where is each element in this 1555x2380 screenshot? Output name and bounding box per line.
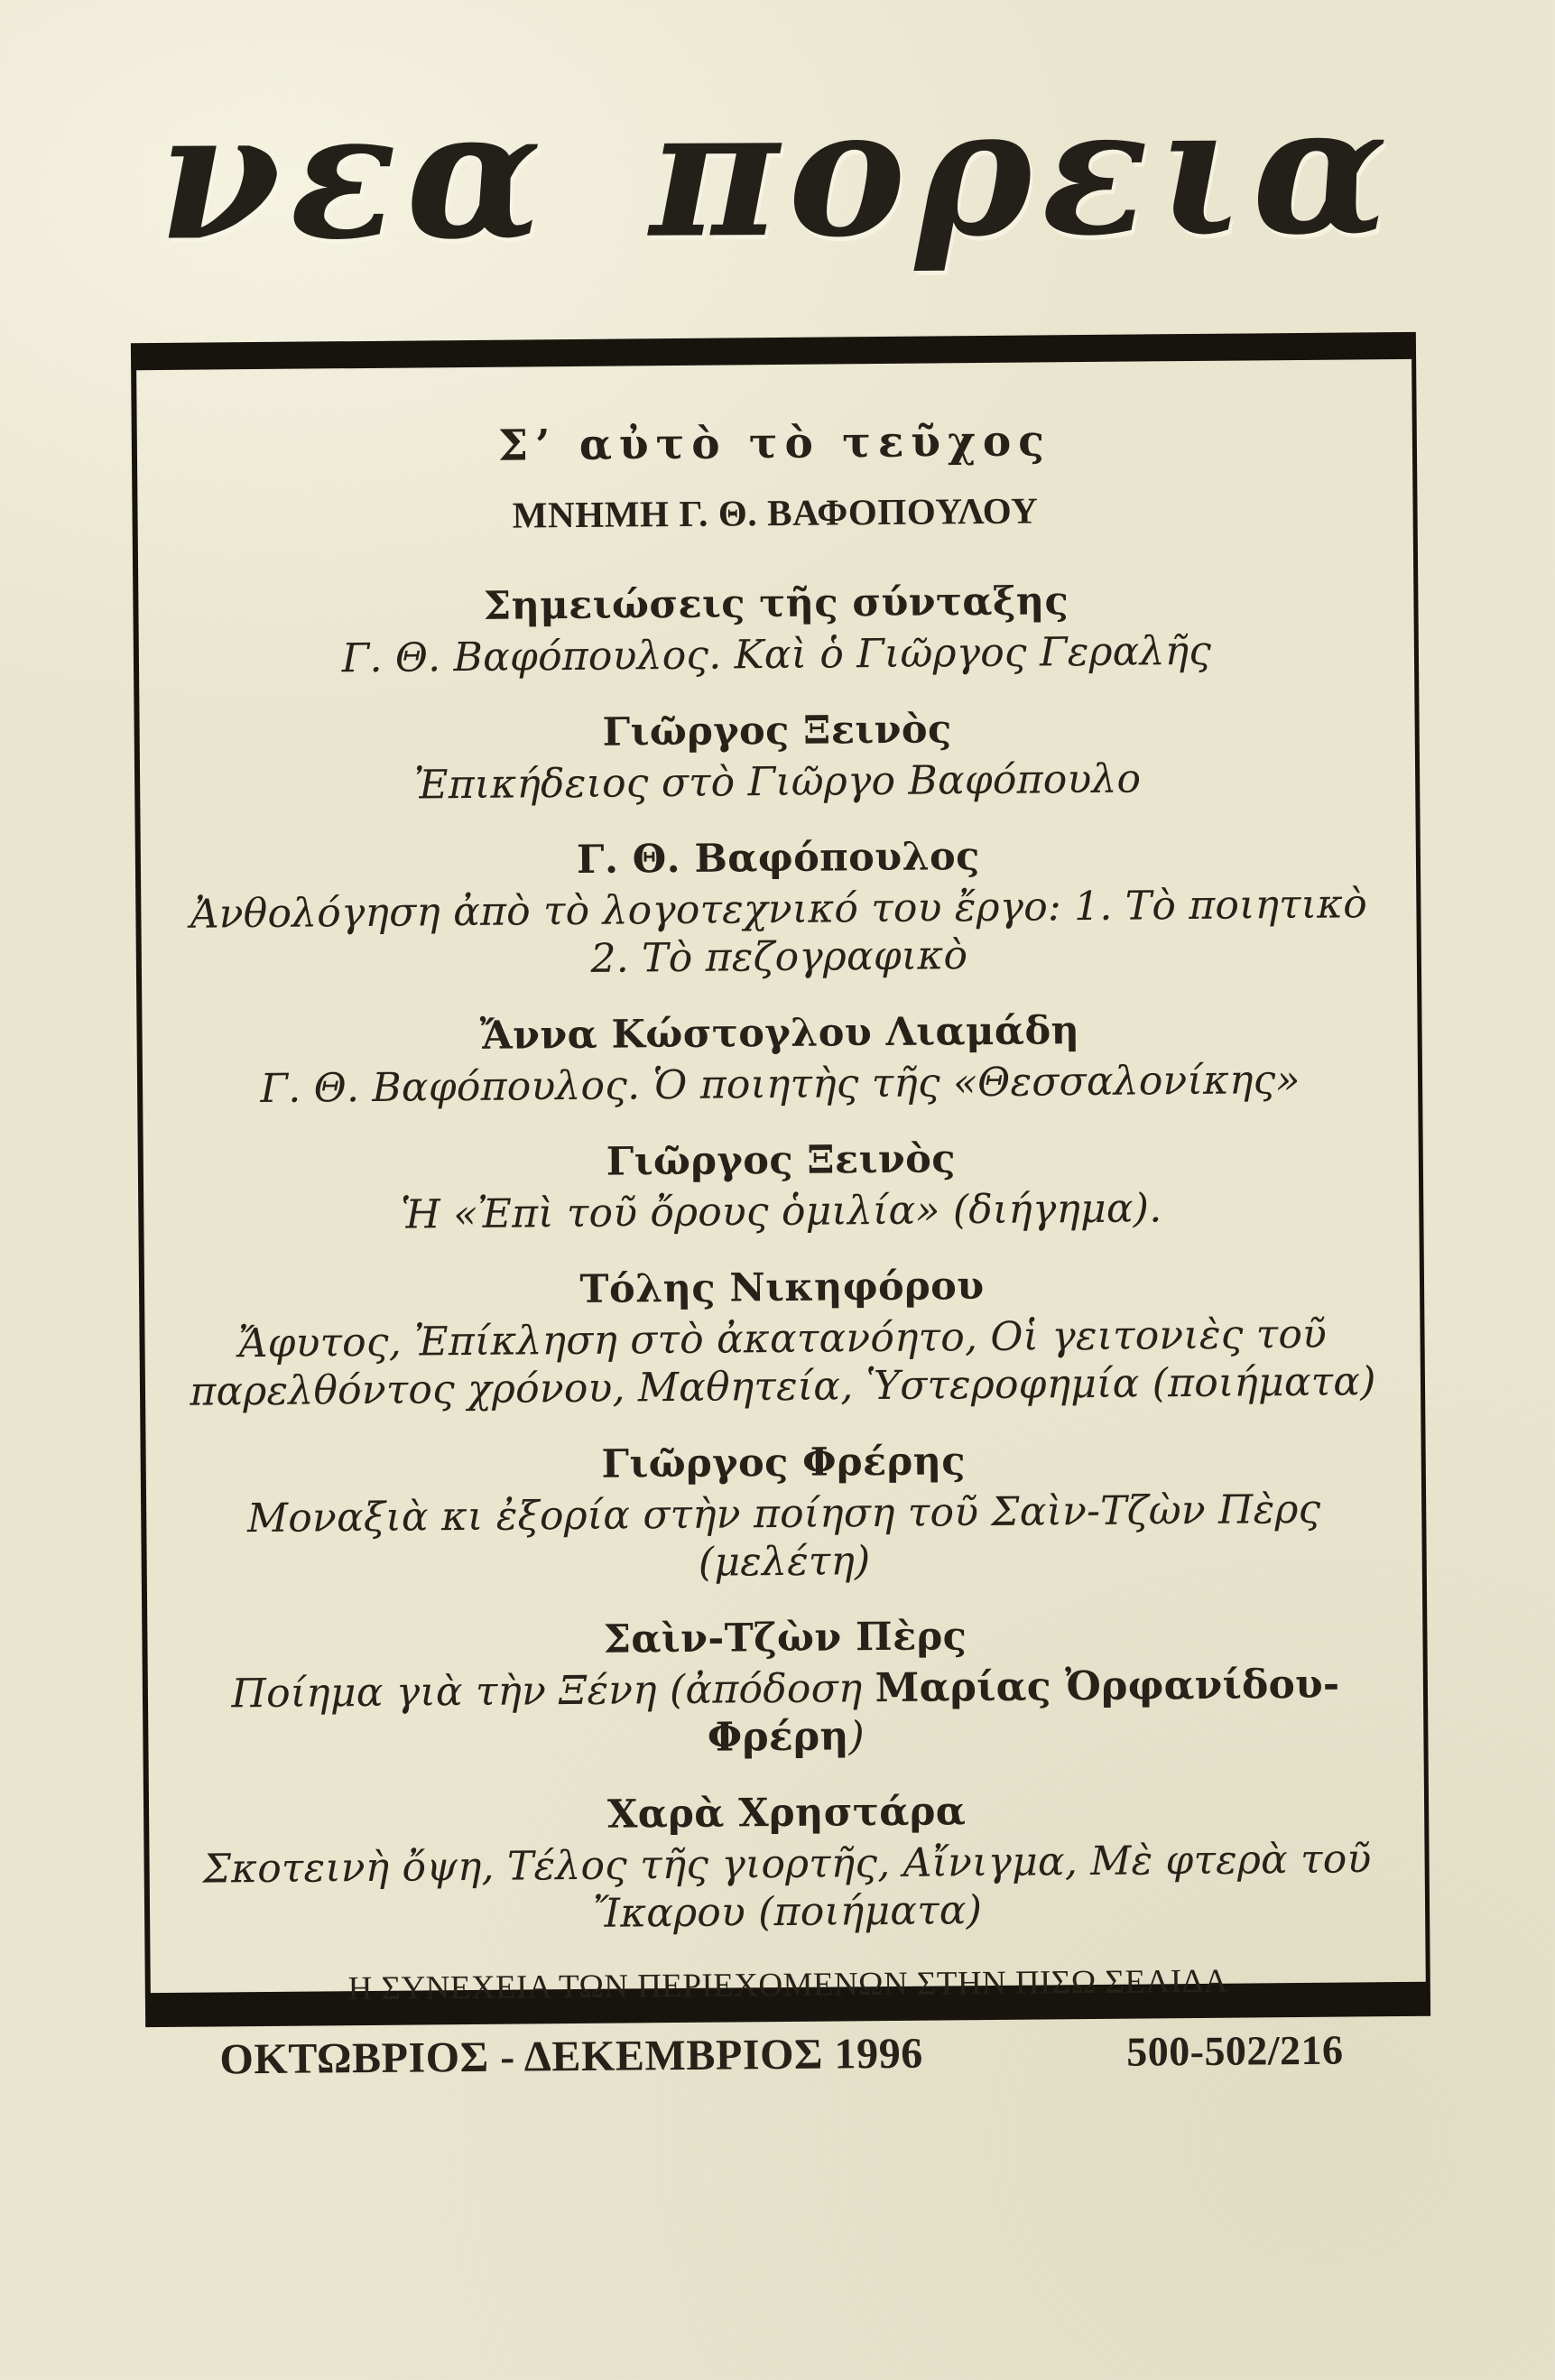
contents-box-inner bbox=[136, 359, 1426, 2084]
contents-box bbox=[131, 332, 1430, 2084]
entry-work bbox=[179, 1660, 1393, 1766]
issue-header: Σ’ αὐτὸ τὸ τεῦχος bbox=[497, 416, 1052, 471]
entry-work: παρελθόντος χρόνου, Μαθητεία, Ὑστεροφημία (ποιήματα) bbox=[190, 1358, 1376, 1415]
magazine-title: νεα πορεια bbox=[157, 66, 1398, 281]
entry-work-suffix: ) bbox=[848, 1713, 865, 1760]
entry-work: Ἴκαρου (ποιήματα) bbox=[592, 1887, 983, 1937]
entry-author: Ἄννα Κώστογλου Λιαμάδη bbox=[479, 1008, 1080, 1059]
issue-line bbox=[181, 2024, 1395, 2085]
toc-entry bbox=[169, 577, 1384, 684]
entry-work-prefix: Ποίημα γιὰ τὴν Ξένη (ἀπόδοση bbox=[231, 1665, 875, 1718]
entry-work: Σκοτεινὴ ὄψη, Τέλος τῆς γιορτῆς, Αἴνιγμα, Μὲ φτερὰ τοῦ bbox=[202, 1836, 1372, 1893]
toc-entry bbox=[174, 1134, 1389, 1241]
translator-name: Μαρίας Ὀρφανίδου-Φρέρη bbox=[707, 1661, 1340, 1761]
issue-period: ΟΚΤΩΒΡΙΟΣ - ΔΕΚΕΜΒΡΙΟΣ 1996 bbox=[219, 2029, 924, 2084]
entry-author: Γιῶργος Ξεινὸς bbox=[606, 1136, 957, 1185]
entry-work: Ἀνθολόγηση ἀπὸ τὸ λογοτεχνικό του ἔργο: 1. Τὸ ποιητικὸ bbox=[190, 881, 1368, 938]
entry-work: Γ. Θ. Βαφόπουλος. Καὶ ὁ Γιῶργος Γεραλῆς bbox=[341, 627, 1212, 682]
issue-number: 500-502/216 bbox=[1126, 2026, 1344, 2075]
entry-work: Ἄφυτος, Ἐπίκληση στὸ ἀκατανόητο, Οἱ γειτονιὲς τοῦ bbox=[237, 1310, 1328, 1367]
entry-author: Σημειώσεις τῆς σύνταξης bbox=[483, 579, 1069, 629]
entry-author: Γ. Θ. Βαφόπουλος bbox=[576, 834, 980, 883]
entry-author: Χαρὰ Χρηστάρα bbox=[606, 1789, 967, 1838]
entry-work: Ἡ «Ἐπὶ τοῦ ὄρους ὁμιλία» (διήγημα). bbox=[400, 1185, 1162, 1238]
toc-entry bbox=[171, 831, 1386, 986]
toc-entry bbox=[172, 1006, 1387, 1114]
toc-entry bbox=[177, 1436, 1392, 1591]
entry-work: Ἐπικήδειος στὸ Γιῶργο Βαφόπουλο bbox=[413, 755, 1142, 809]
toc-entry bbox=[175, 1261, 1390, 1416]
entry-work: Γ. Θ. Βαφόπουλος. Ὁ ποιητὴς τῆς «Θεσσαλονίκης» bbox=[260, 1056, 1300, 1113]
toc-entry bbox=[180, 1786, 1394, 1941]
entry-author: Γιῶργος Ξεινὸς bbox=[602, 707, 952, 755]
entry-work: 2. Τὸ πεζογραφικὸ bbox=[590, 932, 968, 982]
entry-author: Γιῶργος Φρέρης bbox=[601, 1439, 967, 1487]
entry-author: Τόλης Νικηφόρου bbox=[579, 1264, 985, 1312]
toc-entry bbox=[170, 704, 1384, 811]
toc-entry bbox=[178, 1611, 1393, 1766]
entry-author: Σαὶν-Τζὼν Πὲρς bbox=[603, 1614, 967, 1662]
memoriam-title: ΜΝΗΜΗ Γ. Θ. ΒΑΦΟΠΟΥΛΟΥ bbox=[512, 489, 1039, 536]
entry-work: Μοναξιὰ κι ἐξορία στὴν ποίηση τοῦ Σαὶν-Τζὼν Πὲρς (μελέτη) bbox=[246, 1486, 1321, 1586]
continuation-note: Η ΣΥΝΕΧΕΙΑ ΤΩΝ ΠΕΡΙΕΧΟΜΕΝΩΝ ΣΤΗΝ ΠΙΣΩ ΣΕΛΙΔΑ bbox=[347, 1962, 1229, 2008]
